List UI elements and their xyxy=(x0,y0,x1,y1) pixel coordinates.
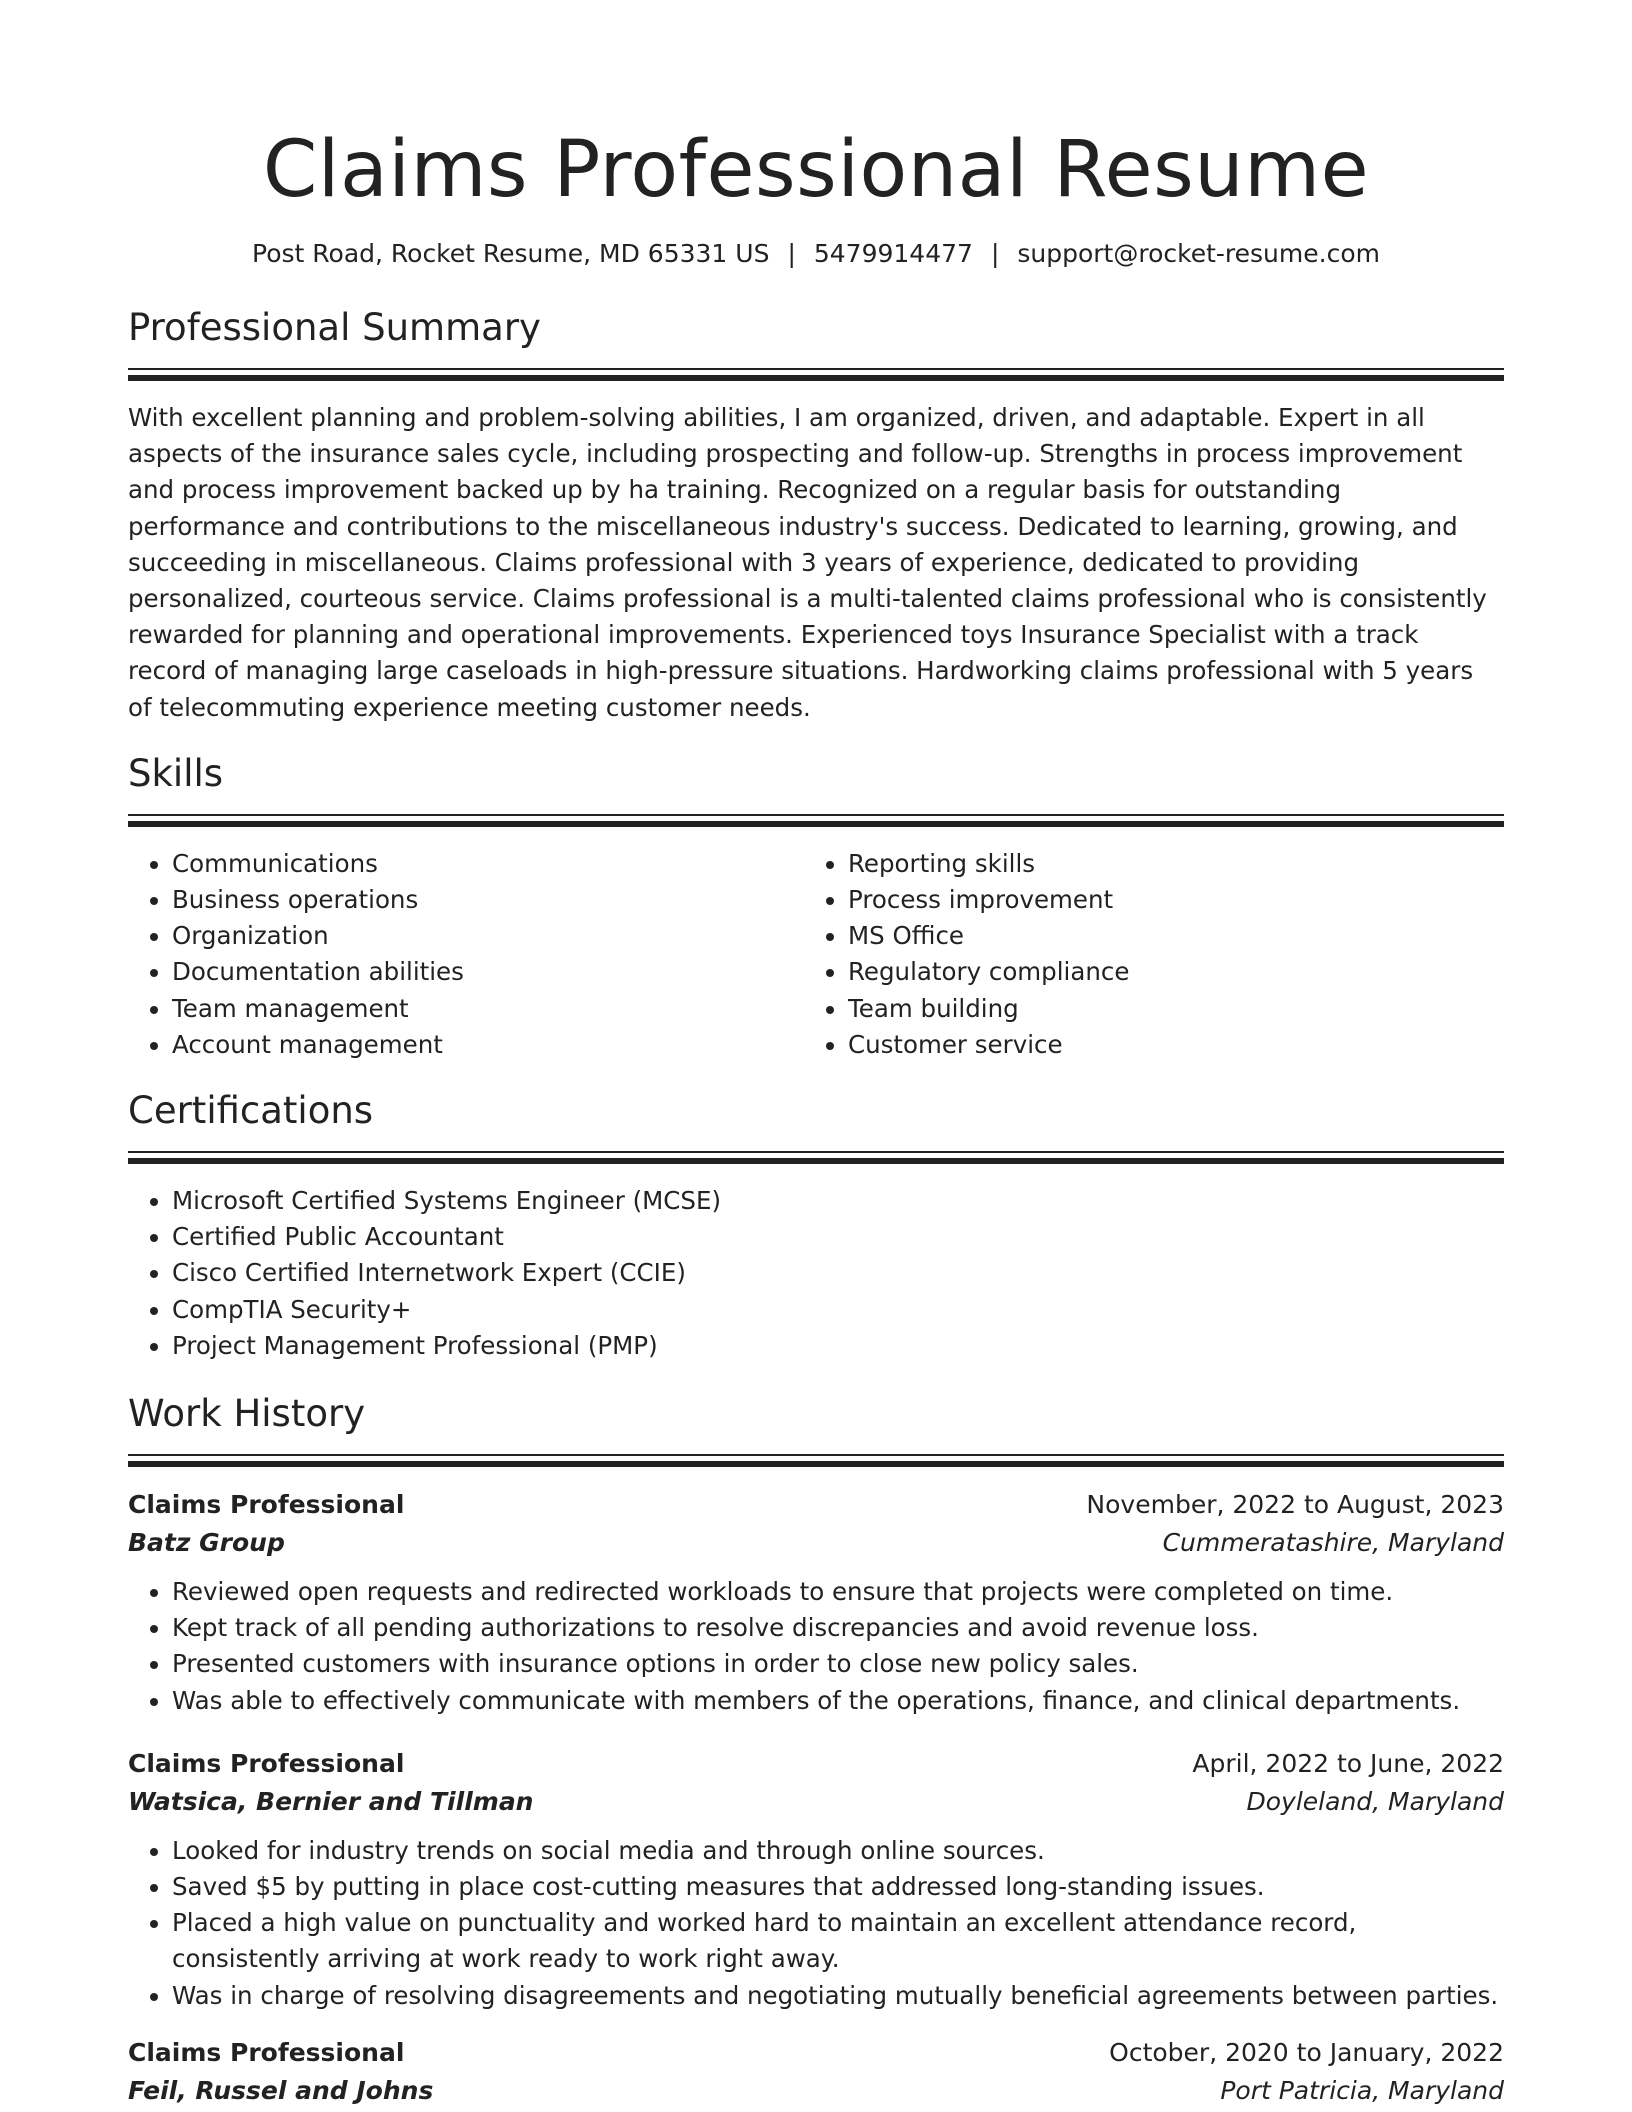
skills-section xyxy=(128,752,1504,1063)
job-bullet: • Was able to effectively communicate with members of the operations, finance, and clinical departments. xyxy=(172,1683,1504,1719)
skills-column-left xyxy=(128,846,804,1063)
job-header xyxy=(128,1486,1504,1524)
contact-separator: | xyxy=(787,239,796,268)
job-subheader xyxy=(128,2072,1504,2110)
job-dates: October, 2020 to January, 2022 xyxy=(1109,2037,1504,2067)
section-divider xyxy=(128,1151,1504,1167)
work-history-heading: Work History xyxy=(128,1392,366,1436)
skill-item: • Organization xyxy=(172,918,804,954)
certification-item: • Cisco Certified Internetwork Expert (CCIE) xyxy=(172,1255,1504,1291)
job-bullet: • Saved $5 by putting in place cost-cutting measures that addressed long-standing issues. xyxy=(172,1869,1504,1905)
job-entry xyxy=(128,1745,1504,2014)
contact-address: Post Road, Rocket Resume, MD 65331 US xyxy=(252,239,770,268)
job-title: Claims Professional xyxy=(128,1490,405,1520)
skills-grid xyxy=(128,846,1504,1063)
job-entry xyxy=(128,1486,1504,1719)
job-bullet: • Presented customers with insurance options in order to close new policy sales. xyxy=(172,1646,1504,1682)
job-company: Batz Group xyxy=(128,1528,285,1558)
contact-phone: 5479914477 xyxy=(813,239,973,268)
job-bullet: • Reviewed open requests and redirected workloads to ensure that projects were completed on time. xyxy=(172,1574,1504,1610)
job-subheader xyxy=(128,1524,1504,1562)
job-bullets xyxy=(128,1574,1504,1719)
job-bullets xyxy=(128,1833,1504,2014)
job-bullet: • Placed a high value on punctuality and worked hard to maintain an excellent attendance record, consistently arriving at work ready to work right away. xyxy=(172,1905,1504,1977)
certification-item: • Microsoft Certified Systems Engineer (MCSE) xyxy=(172,1183,1504,1219)
resume-title: Claims Professional Resume xyxy=(262,125,1370,215)
certification-item: • CompTIA Security+ xyxy=(172,1292,1504,1328)
certification-item: • Certified Public Accountant xyxy=(172,1219,1504,1255)
job-bullet: • Kept track of all pending authorizations to resolve discrepancies and avoid revenue loss. xyxy=(172,1610,1504,1646)
work-history-section xyxy=(128,1392,1504,2110)
job-location: Doyleland, Maryland xyxy=(1246,1786,1504,1816)
skill-item: • Regulatory compliance xyxy=(848,954,1480,990)
skill-item: • Process improvement xyxy=(848,882,1480,918)
skill-item: • Communications xyxy=(172,846,804,882)
certifications-list xyxy=(128,1183,1504,1364)
job-header xyxy=(128,1745,1504,1783)
job-location: Cummeratashire, Maryland xyxy=(1162,1528,1504,1558)
certifications-section xyxy=(128,1089,1504,1364)
summary-heading: Professional Summary xyxy=(128,306,541,349)
certification-item: • Project Management Professional (PMP) xyxy=(172,1328,1504,1364)
contact-separator: | xyxy=(990,239,1000,268)
job-bullet: • Looked for industry trends on social media and through online sources. xyxy=(172,1833,1504,1869)
job-header xyxy=(128,2034,1504,2072)
contact-email: support@rocket-resume.com xyxy=(1017,239,1380,268)
contact-line xyxy=(128,238,1504,270)
skill-item: • Reporting skills xyxy=(848,846,1480,882)
skills-column-right xyxy=(804,846,1480,1063)
job-bullet: • Was in charge of resolving disagreements and negotiating mutually beneficial agreements between parties. xyxy=(172,1978,1504,2014)
certifications-heading: Certifications xyxy=(128,1089,374,1133)
section-divider xyxy=(128,1454,1504,1470)
summary-text: With excellent planning and problem-solving abilities, I am organized, driven, and adaptable. Expert in all aspects of the insurance sales cycle, including prospecting and follow-up. Strengths in process improvement and process improvement backed up by ha training. Recognized on a regular basis for outstanding performance and contributions to the miscellaneous industry's success. Dedicated to learning, growing, and succeeding in miscellaneous. Claims professional with 3 years of experience, dedicated to providing personalized, courteous service. Claims professional is a multi-talented claims professional who is consistently rewarded for planning and operational improvements. Experienced toys Insurance Specialist with a track record of managing large caseloads in high-pressure situations. Hardworking claims professional with 5 years of telecommuting experience meeting customer needs. xyxy=(128,403,1487,722)
skill-item: • Documentation abilities xyxy=(172,954,804,990)
skill-item: • MS Office xyxy=(848,918,1480,954)
section-divider xyxy=(128,814,1504,830)
section-divider xyxy=(128,368,1504,384)
job-subheader xyxy=(128,1783,1504,1821)
job-location: Port Patricia, Maryland xyxy=(1220,2075,1504,2105)
job-company: Feil, Russel and Johns xyxy=(128,2075,434,2105)
job-company: Watsica, Bernier and Tillman xyxy=(128,1786,534,1816)
skill-item: • Account management xyxy=(172,1027,804,1063)
skill-item: • Team building xyxy=(848,991,1480,1027)
skill-item: • Business operations xyxy=(172,882,804,918)
summary-section xyxy=(128,306,1504,726)
job-entry xyxy=(128,2034,1504,2110)
job-title: Claims Professional xyxy=(128,2037,405,2067)
skill-item: • Customer service xyxy=(848,1027,1480,1063)
skills-list-right xyxy=(804,846,1480,1063)
skills-list-left xyxy=(128,846,804,1063)
job-title: Claims Professional xyxy=(128,1748,405,1778)
job-dates: April, 2022 to June, 2022 xyxy=(1192,1748,1504,1778)
skills-heading: Skills xyxy=(128,751,224,795)
job-dates: November, 2022 to August, 2023 xyxy=(1086,1490,1504,1520)
skill-item: • Team management xyxy=(172,991,804,1027)
